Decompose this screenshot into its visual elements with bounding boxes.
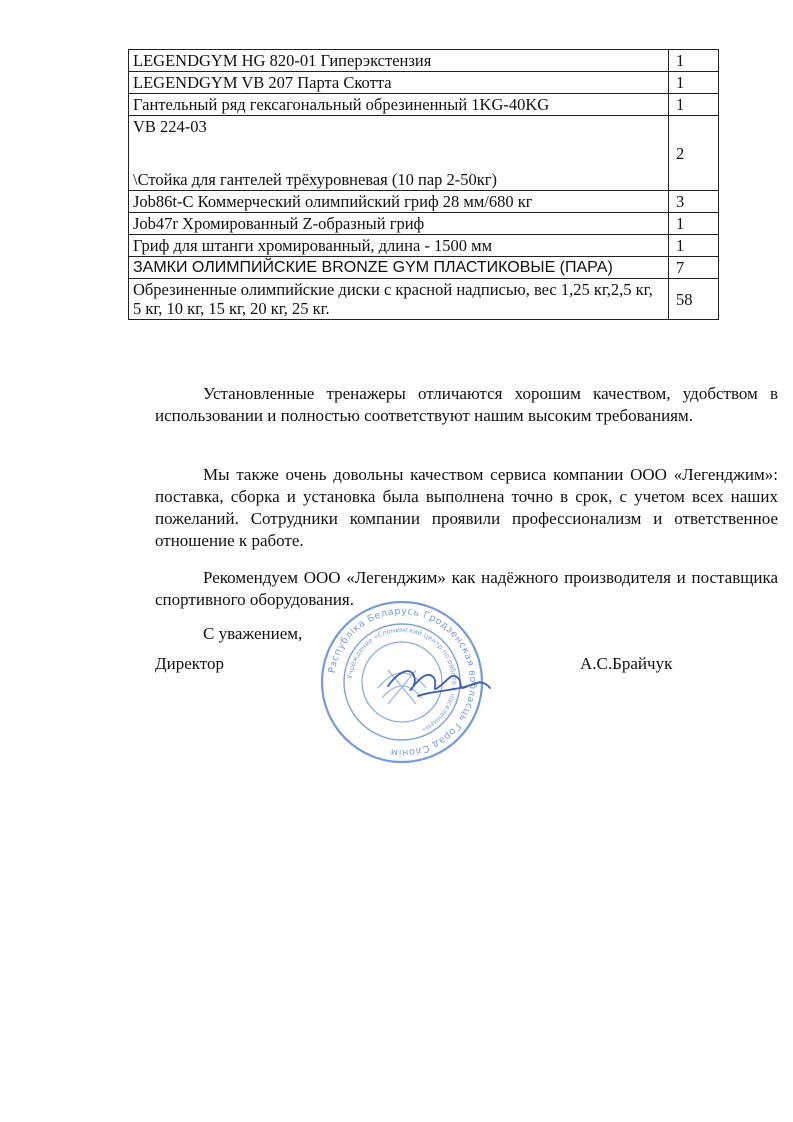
paragraph-text: Установленные тренажеры отличаются хорошим качеством, удобством в использовании и полностью соответствуют нашим высоким требованиям.: [155, 384, 778, 425]
table-row: [129, 72, 719, 94]
stamp-outer-text: Рэспубліка Беларусь Гродзенская вобласць Горад Слонім: [326, 605, 479, 759]
item-name: Обрезиненные олимпийские диски с красной надписью, вес 1,25 кг,2,5 кг, 5 кг, 10 кг, 15 кг, 20 кг, 25 кг.: [129, 279, 669, 320]
item-qty: 58: [669, 279, 719, 320]
item-name: Гантельный ряд гексагональный обрезиненный 1KG-40KG: [129, 94, 669, 116]
item-code: VB 224-03: [133, 117, 207, 136]
signer-role: Директор: [155, 654, 224, 673]
paragraph-text: Мы также очень довольны качеством сервиса компании ООО «Легенджим»: поставка, сборка и установка была выполнена точно в срок, с учетом всех наших пожеланий. Сотрудники компании проявили профессионализм и ответственное отношение к работе.: [155, 465, 778, 550]
item-name: Гриф для штанги хромированный, длина - 1500 мм: [129, 235, 669, 257]
paragraph-quality: [155, 383, 778, 427]
item-name: LEGENDGYM HG 820-01 Гиперэкстензия: [129, 50, 669, 72]
handwritten-signature: [384, 652, 494, 708]
item-qty: 1: [669, 94, 719, 116]
table-row: [129, 213, 719, 235]
table-row: [129, 235, 719, 257]
paragraph-service: [155, 464, 778, 552]
item-name: \Стойка для гантелей трёхуровневая (10 пар 2-50кг): [133, 170, 498, 189]
item-qty: 1: [669, 72, 719, 94]
item-qty: 3: [669, 191, 719, 213]
item-name: ЗАМКИ ОЛИМПИЙСКИЕ BRONZE GYM ПЛАСТИКОВЫЕ (ПАРА): [129, 257, 669, 279]
item-qty: 7: [669, 257, 719, 279]
cell-spacer: [133, 136, 664, 170]
item-name-cell: [129, 116, 669, 191]
item-qty: 2: [669, 116, 719, 191]
closing-phrase: С уважением,: [203, 624, 303, 643]
signer-name: А.С.Брайчук: [580, 654, 673, 673]
item-name: Job47r Хромированный Z-образный гриф: [129, 213, 669, 235]
item-name: LEGENDGYM VB 207 Парта Скотта: [129, 72, 669, 94]
table-row: [129, 94, 719, 116]
item-qty: 1: [669, 213, 719, 235]
paragraph-text: Рекомендуем ООО «Легенджим» как надёжного производителя и поставщика спортивного оборудования.: [155, 568, 778, 609]
item-qty: 1: [669, 50, 719, 72]
item-qty: 1: [669, 235, 719, 257]
table-row: [129, 191, 719, 213]
table-row: [129, 257, 719, 279]
equipment-table: [128, 49, 719, 320]
table-row: [129, 50, 719, 72]
stamp-inner-text: Учреждение «Слонимский центр по работе с населением»: [346, 625, 459, 734]
item-name: Job86t-C Коммерческий олимпийский гриф 28 мм/680 кг: [129, 191, 669, 213]
table-row: [129, 116, 719, 191]
table-row: [129, 279, 719, 320]
